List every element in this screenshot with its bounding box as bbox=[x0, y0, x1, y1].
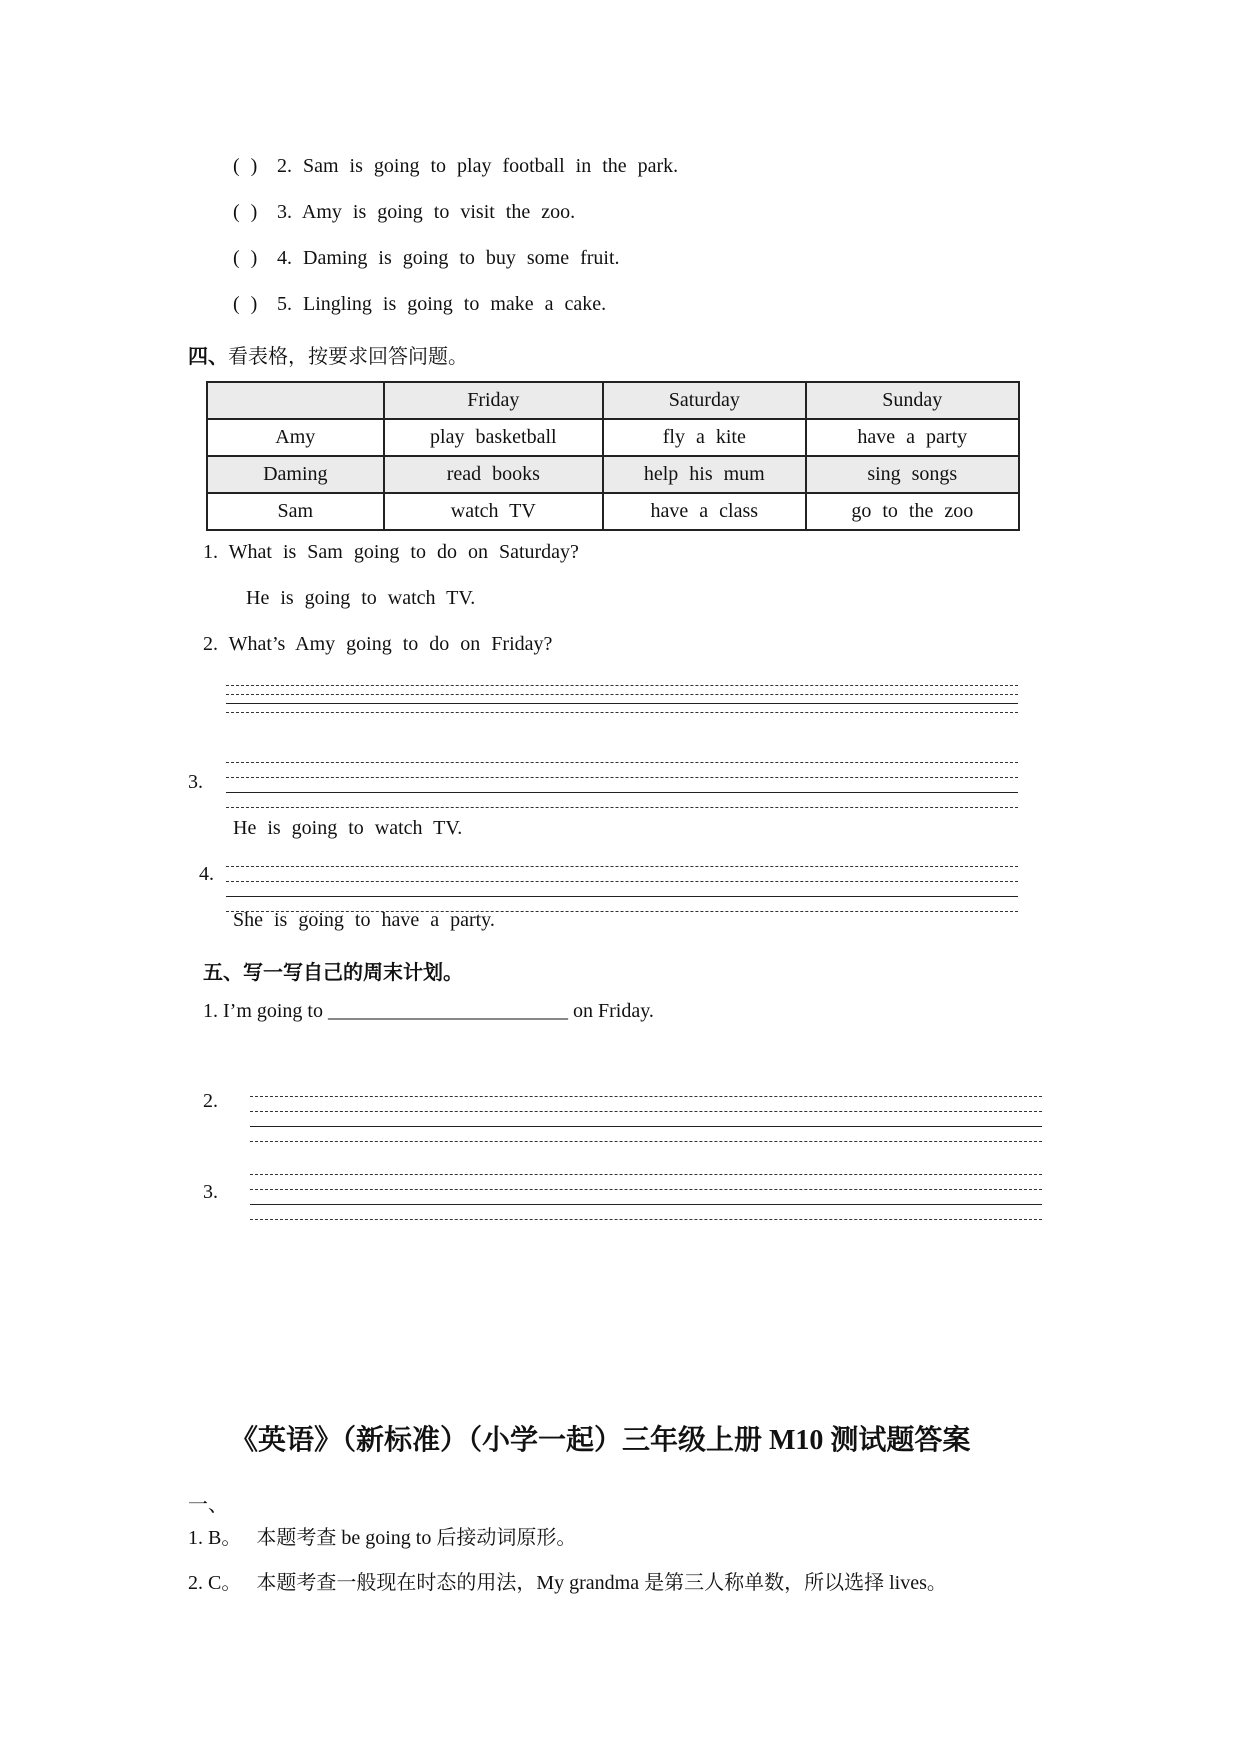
question-3-number: 3. bbox=[188, 771, 203, 793]
table-cell: have a party bbox=[806, 419, 1019, 456]
question-4-number: 4. bbox=[199, 863, 214, 885]
plan-line-start: 1. I’m going to bbox=[203, 1000, 323, 1022]
table-cell: fly a kite bbox=[603, 419, 806, 456]
table-cell: sing songs bbox=[806, 456, 1019, 493]
table-cell: read books bbox=[384, 456, 603, 493]
list-item bbox=[233, 155, 678, 178]
table-row bbox=[207, 419, 1019, 456]
plan-line-3-number: 3. bbox=[203, 1181, 218, 1203]
table-cell: Sam bbox=[207, 493, 384, 530]
answer-label: 2. C。 bbox=[188, 1572, 242, 1594]
table-row bbox=[207, 456, 1019, 493]
answer-4: She is going to have a party. bbox=[233, 909, 495, 931]
table-cell: watch TV bbox=[384, 493, 603, 530]
writing-lines[interactable] bbox=[226, 762, 1018, 810]
section-instruction: 看表格，按要求回答问题。 bbox=[228, 346, 468, 368]
table-cell: Amy bbox=[207, 419, 384, 456]
writing-lines[interactable] bbox=[250, 1096, 1042, 1144]
table-header-cell: Saturday bbox=[603, 382, 806, 419]
table-cell: play basketball bbox=[384, 419, 603, 456]
statement-text: 3. Amy is going to visit the zoo. bbox=[277, 201, 576, 223]
table-row bbox=[207, 493, 1019, 530]
schedule-table bbox=[206, 381, 1020, 531]
answer-paren[interactable]: ( ) bbox=[233, 201, 258, 223]
table-cell: Daming bbox=[207, 456, 384, 493]
table-header-row bbox=[207, 382, 1019, 419]
table-header-cell: Sunday bbox=[806, 382, 1019, 419]
section4-heading bbox=[188, 340, 468, 369]
section5-heading: 五、写一写自己的周末计划。 bbox=[203, 962, 463, 984]
plan-line-end: on Friday. bbox=[573, 1000, 654, 1022]
table-cell: have a class bbox=[603, 493, 806, 530]
list-item bbox=[233, 293, 606, 316]
writing-lines[interactable] bbox=[226, 866, 1018, 914]
answers-title: 《英语》（新标准）（小学一起）三年级上册 M10 测试题答案 bbox=[230, 1425, 971, 1456]
table-header-cell bbox=[207, 382, 384, 419]
answer-3: He is going to watch TV. bbox=[233, 817, 463, 839]
answer-explanation bbox=[188, 1521, 576, 1550]
statement-text: 4. Daming is going to buy some fruit. bbox=[277, 247, 620, 269]
plan-line-1 bbox=[203, 1000, 654, 1023]
answer-explanation bbox=[188, 1566, 947, 1595]
table-cell: help his mum bbox=[603, 456, 806, 493]
writing-lines[interactable] bbox=[226, 685, 1018, 715]
answer-paren[interactable]: ( ) bbox=[233, 293, 258, 315]
list-item bbox=[233, 247, 620, 270]
plan-line-2-number: 2. bbox=[203, 1090, 218, 1112]
answer-paren[interactable]: ( ) bbox=[233, 155, 258, 177]
table-header-cell: Friday bbox=[384, 382, 603, 419]
plan-blank[interactable]: ________________________ bbox=[328, 1000, 568, 1022]
answer-1: He is going to watch TV. bbox=[246, 587, 476, 609]
section-number: 四、 bbox=[188, 346, 228, 368]
answer-text: 本题考查 be going to 后接动词原形。 bbox=[256, 1527, 577, 1549]
statement-text: 2. Sam is going to play football in the park. bbox=[277, 155, 679, 177]
answer-text: 本题考查一般现在时态的用法，My grandma 是第三人称单数，所以选择 lives。 bbox=[256, 1572, 947, 1594]
writing-lines[interactable] bbox=[250, 1174, 1042, 1222]
answer-paren[interactable]: ( ) bbox=[233, 247, 258, 269]
statement-text: 5. Lingling is going to make a cake. bbox=[277, 293, 607, 315]
question-1: 1. What is Sam going to do on Saturday? bbox=[203, 541, 579, 563]
table-cell: go to the zoo bbox=[806, 493, 1019, 530]
question-2: 2. What’s Amy going to do on Friday? bbox=[203, 633, 553, 655]
answer-label: 1. B。 bbox=[188, 1527, 242, 1549]
list-item bbox=[233, 201, 575, 224]
answers-part-label: 一、 bbox=[188, 1494, 228, 1516]
